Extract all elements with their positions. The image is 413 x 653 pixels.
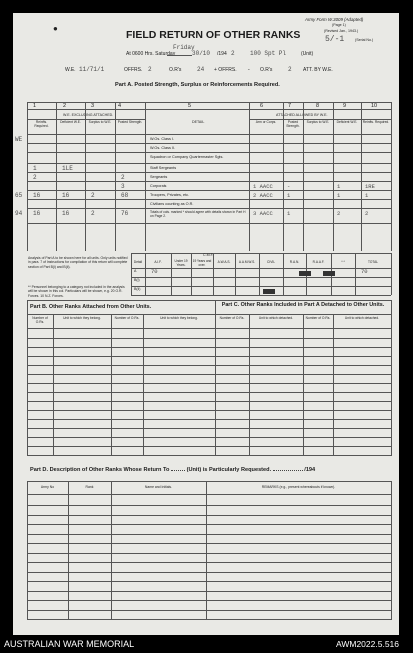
part-c-col-header: Unit to which detached. — [344, 316, 380, 320]
detail-header: DETAIL — [192, 120, 205, 124]
grid-hline — [27, 223, 391, 224]
part-b-col-header: Number of O.Rs. — [32, 316, 48, 324]
right-cell: 2 — [365, 210, 369, 217]
part-a-title: Part A. Posted Strength, Surplus or Reinforcements Required. — [115, 82, 280, 88]
left-cell: 68 — [121, 192, 129, 199]
d-row-line — [27, 562, 391, 563]
analysis-group-label: C.M.F. — [203, 253, 214, 257]
analysis-col-header: 19 Years and over. — [192, 259, 212, 267]
grid-vline — [115, 102, 116, 251]
detail-label: Troopers, Privates, etc. — [150, 193, 190, 197]
offrs2-hw: - — [247, 66, 251, 73]
unit-label: (Unit) — [301, 51, 314, 57]
bc-row-line — [27, 365, 391, 366]
form-sheet — [13, 13, 399, 635]
left-col-header: Posted Strength. — [117, 120, 143, 124]
bc-vline — [53, 314, 54, 456]
bc-row-line — [27, 374, 391, 375]
right-cell: 1 — [337, 183, 341, 190]
grid-vline — [361, 102, 362, 251]
offrs2-label: + OFFRS. — [214, 67, 237, 73]
at-label: At 0600 Hrs. Saturday — [126, 51, 176, 57]
analysis-vline — [283, 253, 284, 295]
bc-row-line — [27, 401, 391, 402]
right-cell: 1RE — [365, 183, 375, 190]
att-label: ATT. BY W.E. — [303, 67, 333, 73]
part-d-title — [30, 468, 315, 474]
detail-label: Squadron or Company Quartermaster Sgts. — [150, 155, 224, 159]
part-c-col-header: Unit to which detached. — [258, 316, 294, 320]
bc-hline — [27, 314, 391, 315]
grid-hline — [27, 181, 391, 182]
analysis-hline — [131, 268, 391, 269]
margin-note: WE — [15, 136, 23, 143]
part-d-col-header: Name and Initials. — [144, 485, 173, 489]
unit-hw: 100 Spt Pl — [250, 50, 287, 57]
left-cell: 3 — [121, 183, 125, 190]
part-c-col-header: Number of O.Rs. — [219, 316, 245, 320]
d-row-line — [27, 534, 391, 535]
d-row-line — [27, 553, 391, 554]
left-col-header: Surplus to W.E. — [88, 120, 112, 124]
analysis-col-header: R.A.A.F. — [312, 260, 325, 264]
bc-vline — [143, 314, 144, 456]
grid-vline — [145, 102, 146, 251]
analysis-hline — [131, 286, 391, 287]
left-cell: 16 — [33, 192, 41, 199]
analysis-vline — [213, 253, 214, 295]
part-b-col-header: Unit to which they belong. — [160, 316, 198, 320]
right-cell: 1 — [287, 192, 291, 199]
group-right-header: ATTACHED ALLOWED BY W.E. — [276, 113, 328, 117]
grid-hline — [27, 199, 391, 200]
bc-vline — [391, 300, 392, 456]
bc-hline — [27, 328, 391, 329]
detail-label: Corporals — [150, 184, 167, 188]
bc-vline — [215, 300, 216, 456]
col-number: 2 — [63, 103, 67, 109]
left-cell: 76 — [121, 210, 129, 217]
ors-label: O.R's — [169, 67, 182, 73]
right-cell: - — [287, 183, 291, 190]
grid-vline — [85, 102, 86, 251]
form-ref: Army Form W.3009 (Adapted) — [305, 17, 364, 22]
col-number: 5 — [188, 103, 192, 109]
col-number: 6 — [260, 103, 264, 109]
left-cell: 16 — [62, 192, 70, 199]
d-row-line — [27, 591, 391, 592]
footer-right: AWM2022.5.516 — [336, 639, 399, 649]
right-col-header: Arm or Corps. — [255, 120, 277, 124]
col-number: 10 — [371, 103, 378, 109]
detail-label: W.Os. Class I. — [150, 137, 175, 141]
grid-hline — [27, 143, 391, 144]
d-row-line — [27, 505, 391, 506]
right-cell: 2 — [337, 210, 341, 217]
left-col-header: Deficient W.E. — [60, 120, 81, 124]
col-number: 8 — [316, 103, 320, 109]
d-row-line — [27, 515, 391, 516]
analysis-col-header: R.A.N. — [289, 260, 300, 264]
at-day-hw: Friday — [173, 44, 195, 51]
ors2-label: O.R's — [260, 67, 273, 73]
margin-note: 94 — [15, 210, 23, 217]
grid-hline — [27, 172, 391, 173]
grid-hline — [27, 190, 391, 191]
part-bc-top-rule — [27, 300, 391, 301]
redacted-block — [299, 271, 311, 276]
col-number: 9 — [343, 103, 347, 109]
right-cell: 3 AACC — [253, 210, 273, 217]
serial-number-hw: 5/-1 — [325, 35, 345, 44]
grid-vline — [27, 102, 28, 251]
col-number: 1 — [33, 103, 37, 109]
analysis-col-header: CIVIL — [267, 260, 275, 264]
grid-vline — [283, 102, 284, 251]
d-row-line — [27, 572, 391, 573]
analysis-vline — [259, 253, 260, 295]
part-b-col-header: Unit to which they belong. — [63, 316, 101, 320]
col-number: 7 — [288, 103, 292, 109]
redacted-block — [263, 289, 275, 294]
bc-row-line — [27, 455, 391, 456]
right-cell: 1 AACC — [253, 183, 273, 190]
bc-vline — [333, 314, 334, 456]
right-col-header: Posted Strength. — [286, 120, 300, 128]
analysis-row-label: A — [134, 269, 137, 273]
analysis-col-header: A.A.M.W.S. — [238, 260, 256, 264]
d-row-line — [27, 524, 391, 525]
right-col-header: Reinfts. Required. — [362, 120, 390, 124]
bc-row-line — [27, 383, 391, 384]
analysis-col-header: * * — [341, 260, 345, 264]
right-cell: 1 — [337, 192, 341, 199]
part-d-title-b: (Unit) is Particularly Requested. — [186, 467, 272, 473]
analysis-vline — [131, 253, 132, 295]
serial-label: (Serial No.) — [355, 38, 374, 42]
d-row-line — [27, 581, 391, 582]
analysis-col-header: Detail — [133, 260, 143, 264]
analysis-cell: 70 — [151, 268, 158, 275]
grid-hline — [27, 134, 391, 135]
year-label: /194 — [217, 51, 227, 57]
d-row-line — [27, 610, 391, 611]
part-d-col-header: Rank — [85, 485, 94, 489]
footer-bar — [0, 636, 413, 653]
punch-mark-icon: ● — [53, 24, 58, 33]
analysis-row-label: B(i) — [134, 278, 140, 282]
analysis-vline — [355, 253, 356, 295]
bc-row-line — [27, 446, 391, 447]
margin-note: 65 — [15, 192, 23, 199]
grid-vline — [333, 102, 334, 251]
analysis-hline — [131, 277, 391, 278]
offrs-label: OFFRS. — [124, 67, 143, 73]
analysis-hline — [131, 253, 391, 254]
grid-vline — [56, 102, 57, 251]
d-row-line — [27, 543, 391, 544]
detail-label: Sergeants — [150, 175, 168, 179]
at-date-hw: 30/10 — [192, 50, 211, 57]
detail-label: Staff Sergeants — [150, 166, 177, 170]
d-hline — [27, 481, 391, 482]
we-hw: 11/71/1 — [79, 66, 105, 73]
part-d-title-a: Part D. Description of Other Ranks Whose Return To — [30, 467, 170, 473]
analysis-note-a: Analysis of Part A to be shown here for all units. Only units notified in para. 7 of Instructions for compilation of this return will complete section of Part B(i) and B(ii). — [28, 256, 128, 269]
redacted-block — [323, 271, 335, 276]
left-cell: 2 — [121, 174, 125, 181]
bc-row-line — [27, 356, 391, 357]
analysis-col-header: A.I.F. — [154, 260, 162, 264]
bc-vline — [303, 314, 304, 456]
analysis-hline — [131, 295, 391, 296]
grid-vline — [303, 102, 304, 251]
ors2-hw: 2 — [288, 66, 292, 73]
left-cell: 1LE — [62, 165, 73, 172]
detail-label: W.Os. Class II. — [150, 146, 176, 150]
ors-hw: 24 — [197, 66, 205, 73]
right-cell: 2 AACC — [253, 192, 273, 199]
grid-hline — [27, 163, 391, 164]
right-col-header: Surplus to W.E. — [306, 120, 330, 124]
bc-row-line — [27, 437, 391, 438]
part-d-col-header: Army No — [40, 485, 55, 489]
grid-vline — [249, 102, 250, 251]
left-cell: 2 — [91, 192, 95, 199]
left-col-header: Reinfts. Required. — [34, 120, 49, 128]
grid-hline — [27, 152, 391, 153]
d-row-line — [27, 600, 391, 601]
part-b-title: Part B. Other Ranks Attached from Other Units. — [30, 304, 152, 310]
part-b-col-header: Number of O.Rs. — [114, 316, 140, 320]
bc-vline — [111, 314, 112, 456]
grid-hline — [27, 208, 391, 209]
group-left-header: W.E. EXCLUDING ATTACHED. — [63, 113, 114, 117]
analysis-vline — [145, 253, 146, 295]
part-c-col-header: Number of O.Rs. — [305, 316, 331, 320]
analysis-col-header: Under 19 Years. — [174, 259, 188, 267]
form-title: FIELD RETURN OF OTHER RANKS — [126, 29, 301, 41]
bc-row-line — [27, 347, 391, 348]
analysis-col-header: A.W.A.S. — [217, 260, 231, 264]
d-vline — [391, 481, 392, 620]
d-row-line — [27, 619, 391, 620]
analysis-row-label: B(ii) — [134, 287, 141, 291]
left-cell: 16 — [62, 210, 70, 217]
part-c-title: Part C. Other Ranks Included in Part A Detached to Other Units. — [221, 302, 385, 308]
detail-label: Civilians counting as O.R. — [150, 202, 194, 206]
right-col-header: Deficient W.E. — [336, 120, 358, 124]
form-revised: (Revised Jan., 1943.) — [324, 29, 359, 33]
offrs-hw: 2 — [148, 66, 152, 73]
part-d-col-header: REMARKS (e.g., present whereabouts if known). — [261, 485, 336, 489]
right-cell: 1 — [365, 192, 369, 199]
bc-row-line — [27, 419, 391, 420]
bc-row-line — [27, 338, 391, 339]
left-cell: 1 — [33, 165, 37, 172]
d-hline — [27, 494, 391, 495]
year-hw: 2 — [231, 50, 235, 57]
analysis-vline — [391, 253, 392, 295]
detail-label: Totals of cols. marked * should agree with details shown in Part H on Page 2. — [150, 210, 246, 218]
col-number: 3 — [91, 103, 95, 109]
analysis-vline — [235, 253, 236, 295]
form-page: (Page 1) — [332, 23, 346, 27]
bc-row-line — [27, 392, 391, 393]
analysis-note-b: ** Personnel belonging to a category not included in the analysis will be shown in this col. Particulars will be shown, e.g. 20 O.R. Forces. 10 N.Z. Forces. — [28, 285, 125, 298]
left-cell: 2 — [33, 174, 37, 181]
bc-vline — [249, 314, 250, 456]
analysis-col-header: TOTAL — [368, 260, 378, 264]
analysis-cell: 70 — [361, 268, 368, 275]
col-number: 4 — [118, 103, 122, 109]
left-cell: 16 — [33, 210, 41, 217]
bc-row-line — [27, 428, 391, 429]
grid-vline — [391, 102, 392, 251]
part-a-top-rule — [27, 102, 391, 103]
left-cell: 2 — [91, 210, 95, 217]
bc-row-line — [27, 410, 391, 411]
footer-left: AUSTRALIAN WAR MEMORIAL — [4, 639, 135, 649]
right-cell: 1 — [287, 210, 291, 217]
we-label: W.E. — [65, 67, 76, 73]
part-d-title-c: /194 — [304, 467, 316, 473]
at-strike — [167, 55, 192, 56]
